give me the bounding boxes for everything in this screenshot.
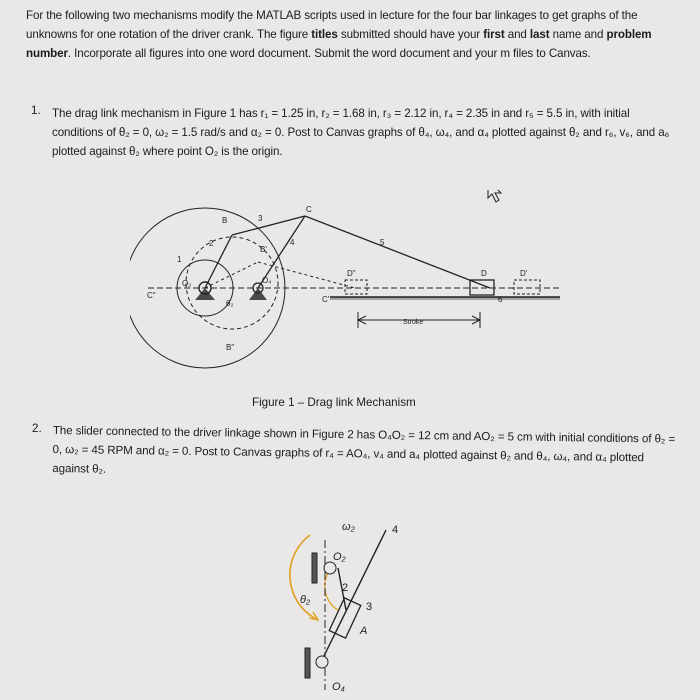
- label-Dp: D': [520, 269, 528, 278]
- pivot-o4: [316, 656, 328, 668]
- intro-text-3: and: [504, 28, 530, 41]
- intro-text-2: submitted should have your: [337, 28, 484, 41]
- label-O4: O₄: [332, 681, 345, 693]
- label-1: 1: [177, 255, 182, 264]
- label-stroke: Stroke: [403, 319, 424, 326]
- label-theta2: θ₂: [226, 299, 234, 308]
- link-5: [305, 216, 490, 288]
- intro-bold-last: last: [529, 28, 550, 41]
- label-3: 3: [258, 214, 263, 223]
- label-4: 4: [290, 238, 295, 247]
- figure1-drag-link-diagram: [130, 190, 570, 390]
- label-C: C: [306, 205, 312, 214]
- label-3: 3: [366, 601, 373, 613]
- ground-o4: [305, 648, 310, 678]
- intro-bold-titles: titles: [311, 28, 338, 41]
- cursor-icon: [488, 190, 501, 202]
- label-Bpp: B": [226, 343, 235, 352]
- label-2: 2: [342, 582, 349, 594]
- intro-text-5: . Incorporate all figures into one word document. Submit the word document and your m files to Canvas.: [67, 47, 591, 60]
- label-D: D: [481, 269, 487, 278]
- intro-text-4: name and: [549, 28, 607, 41]
- label-4: 4: [392, 524, 399, 536]
- slider-dp-dashed: [514, 280, 540, 294]
- label-B: B: [222, 216, 228, 225]
- label-theta2: θ₂: [300, 594, 311, 606]
- ground-o2: [312, 553, 317, 583]
- label-Bp: B': [260, 245, 267, 254]
- q1-number: 1.: [31, 104, 41, 117]
- q2-number: 2.: [32, 422, 42, 435]
- label-5: 5: [380, 238, 385, 247]
- label-6: 6: [498, 295, 503, 304]
- label-O2: O₂: [333, 551, 346, 563]
- intro-paragraph: [26, 6, 681, 63]
- figure1-caption: Figure 1 – Drag link Mechanism: [252, 396, 416, 409]
- label-omega2: ω₂: [342, 521, 355, 533]
- intro-bold-problem-number: problem number: [26, 28, 652, 60]
- link-2-b: [205, 262, 258, 288]
- q1-text: The drag link mechanism in Figure 1 has r₁ = 1.25 in, r₂ = 1.68 in, r₃ = 2.12 in, r₄ = 2.35 in and r₅ = 5.5 in, with initial conditions of θ₂ = 0, ω₂ = 1.5 rad/s and α₂ = 0. Post to Canvas graphs of θ₄, ω₄, and α₄ plotted against θ₂ and r₆, v₆, and a₆ plotted against θ₂ where point O₂ is the origin.: [52, 107, 670, 158]
- q2-text: The slider connected to the driver linkage shown in Figure 2 has O₄O₂ = 12 cm and AO₂ = 5 cm with initial conditions of θ₂ = 0, ω₂ = 45 RPM and α₂ = 0. Post to Canvas graphs of r₄ = AO₄, v₄ and a₄ plotted against θ₂ and θ₄, ω₄, and α₄ plotted against θ₂.: [52, 423, 676, 476]
- intro-text-1: For the following two mechanisms modify the MATLAB scripts used in lecture for the four bar linkages to get graphs of the unknowns for one rotation of the driver crank. The figure: [26, 9, 638, 41]
- label-Cpp: C": [147, 291, 156, 300]
- label-2: 2: [209, 239, 214, 248]
- pivot-o2: [324, 562, 336, 574]
- slider-rod: [322, 530, 386, 660]
- label-Cp: C': [322, 295, 330, 304]
- theta-arc: [325, 570, 338, 610]
- figure2-slider-diagram: [270, 505, 420, 700]
- label-A: A: [360, 625, 368, 637]
- label-O4: O₄: [262, 276, 272, 285]
- label-Dpp: D": [347, 269, 356, 278]
- slider-d-dashed: [345, 280, 367, 294]
- intro-bold-first: first: [483, 28, 505, 41]
- label-O2: O₂: [182, 279, 192, 288]
